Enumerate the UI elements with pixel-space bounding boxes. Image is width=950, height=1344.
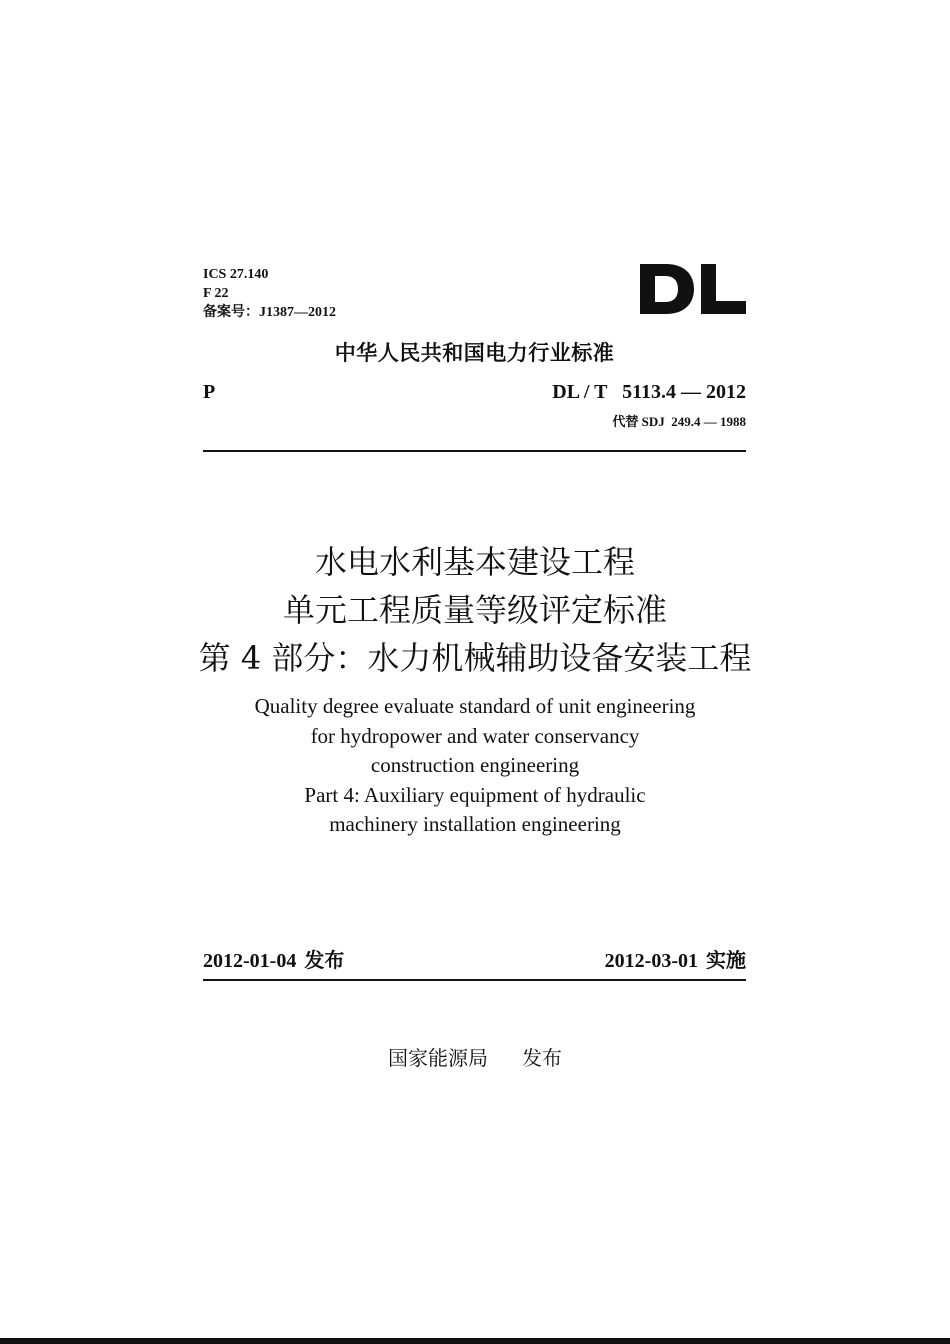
publish-label: 发布 xyxy=(304,948,345,972)
title-cn-line: 第 4 部分：水力机械辅助设备安装工程 xyxy=(198,639,752,677)
category-code: P xyxy=(203,381,216,403)
ccs-code: F 22 xyxy=(203,286,229,301)
top-divider xyxy=(203,450,746,452)
record-number: 备案号：J1387—2012 xyxy=(203,305,336,320)
effective-label: 实施 xyxy=(706,948,746,972)
bottom-divider xyxy=(203,979,746,981)
issuer xyxy=(150,1042,800,1071)
dl-logo xyxy=(640,262,746,316)
issuer-name: 国家能源局 xyxy=(388,1046,488,1070)
title-en-line: Part 4: Auxiliary equipment of hydraulic xyxy=(304,782,646,807)
title-en-line: machinery installation engineering xyxy=(329,812,621,837)
title-en-line: Quality degree evaluate standard of unit engineering xyxy=(254,694,696,718)
replaces-standard: 代替 SDJ 249.4 — 1988 xyxy=(612,414,746,429)
title-cn-line: 单元工程质量等级评定标准 xyxy=(282,591,667,629)
publish-date: 2012-01-04 xyxy=(203,950,297,972)
standard-number: DL / T 5113.4 — 2012 xyxy=(552,381,746,403)
issuer-action: 发布 xyxy=(522,1046,562,1070)
org-title: 中华人民共和国电力行业标准 xyxy=(334,341,615,365)
title-cn-line: 水电水利基本建设工程 xyxy=(314,543,635,581)
effective-date: 2012-03-01 xyxy=(604,950,698,972)
identifier-block xyxy=(203,265,336,322)
page-bottom-border xyxy=(0,1338,950,1344)
effective-date-block xyxy=(605,944,746,973)
title-en-line: construction engineering xyxy=(370,753,580,778)
publish-date-block xyxy=(203,944,344,973)
title-english xyxy=(150,692,800,840)
title-chinese xyxy=(150,538,800,682)
ics-code: ICS 27.140 xyxy=(203,267,269,282)
title-en-line: for hydropower and water conservancy xyxy=(310,723,640,748)
